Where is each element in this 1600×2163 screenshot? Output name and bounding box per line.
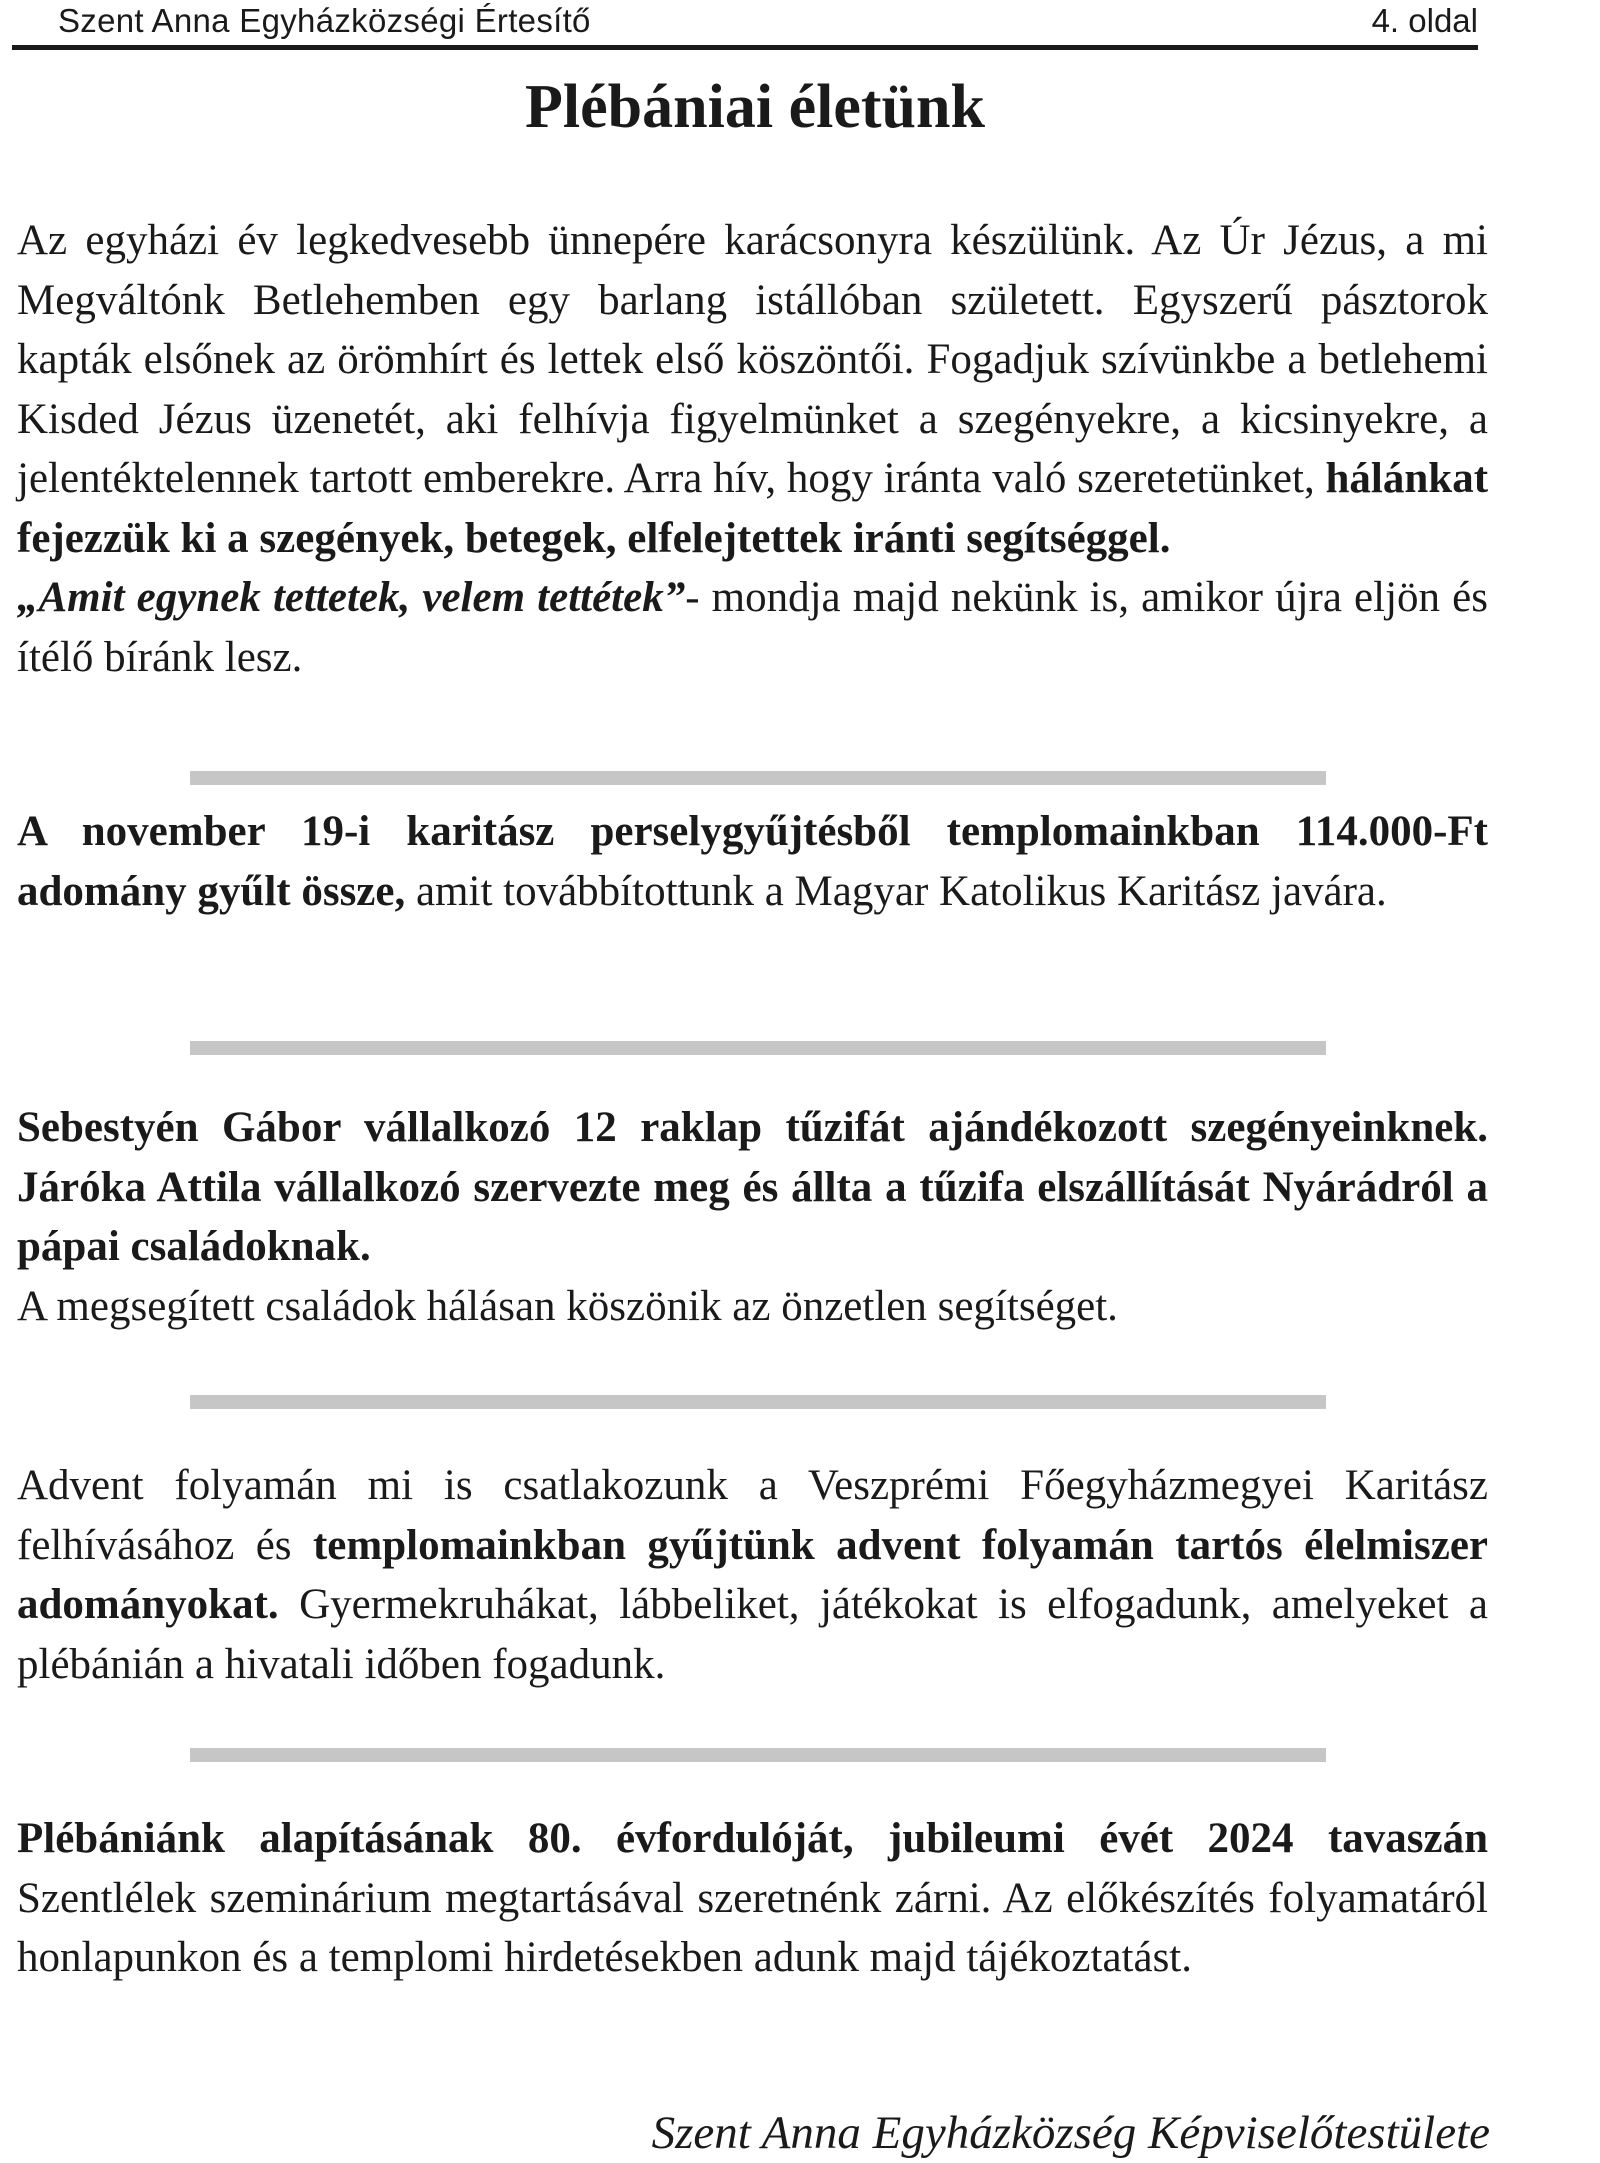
jubilee-bold-text: Plébániánk alapításának 80. évfordulóját, jubileumi évét 2024 tavaszán: [17, 1815, 1488, 1862]
firewood-paragraph: [17, 1098, 1488, 1336]
advent-bold-text: templomainkban gyűjtünk advent folyamán tartós élelmiszer adományokat.: [17, 1521, 1488, 1628]
page-header: [58, 0, 1478, 44]
section-divider: [190, 771, 1326, 785]
section-divider: [190, 1395, 1326, 1409]
christmas-quote-tail: - mondja majd nekünk is, amikor újra eljön és ítélő bíránk lesz.: [17, 574, 1488, 681]
section-divider: [190, 1041, 1326, 1055]
signature: Szent Anna Egyházközség Képviselőtestülete: [651, 2107, 1490, 2159]
advent-paragraph: [17, 1456, 1488, 1694]
section-divider: [190, 1748, 1326, 1762]
advent-text: Advent folyamán mi is csatlakozunk a Veszprémi Főegyházmegyei Karitász felhívásához és: [17, 1462, 1488, 1569]
christmas-text: Az egyházi év legkedvesebb ünnepére karácsonyra készülünk. Az Úr Jézus, a mi Megváltónk Betlehemben egy barlang istállóban született. Egyszerű pásztorok kapták elsőnek az örömhírt és lettek első köszöntői. Fogadjuk szívünkbe a betlehemi Kisded Jézus üzenetét, aki felhívja figyelmünket a szegényekre, a kicsinyekre, a jelentéktelennek tartott emberekre. Arra hív, hogy iránta való szeretetünket,: [17, 217, 1488, 502]
jubilee-paragraph: [17, 1809, 1488, 1988]
firewood-text: A megsegített családok hálásan köszönik az önzetlen segítséget.: [17, 1282, 1118, 1330]
header-divider: [12, 45, 1478, 50]
advent-text-2: Gyermekruhákat, lábbeliket, játékokat is elfogadunk, amelyeket a plébánián a hivatali időben fogadunk.: [17, 1581, 1489, 1688]
caritas-bold-text: A november 19-i karitász perselygyűjtésből templomainkban 114.000-Ft adomány gyűlt össze,: [17, 808, 1488, 915]
christmas-bold-text: hálánkat fejezzük ki a szegények, betegek, elfelejtettek iránti segítséggel.: [17, 455, 1489, 562]
jubilee-text: Szentlélek szeminárium megtartásával szeretnénk zárni. Az előkészítés folyamatáról honlapunkon és a templomi hirdetésekben adunk majd tájékoztatást.: [17, 1874, 1488, 1981]
christmas-quote: „Amit egynek tettetek, velem tettétek”: [17, 574, 686, 621]
page-number: 4. oldal: [1371, 2, 1478, 39]
firewood-bold-text: Sebestyén Gábor vállalkozó 12 raklap tűzifát ajándékozott szegényeinknek. Járóka Attila vállalkozó szervezte meg és állta a tűzifa elszállítását Nyárádról a pápai családoknak.: [17, 1104, 1488, 1270]
page-title: Plébániai életünk: [525, 73, 985, 141]
caritas-text: amit továbbítottunk a Magyar Katolikus Karitász javára.: [415, 867, 1387, 915]
publication-title: Szent Anna Egyházközségi Értesítő: [58, 2, 591, 39]
caritas-paragraph: [17, 802, 1488, 921]
christmas-paragraph: [17, 211, 1488, 687]
